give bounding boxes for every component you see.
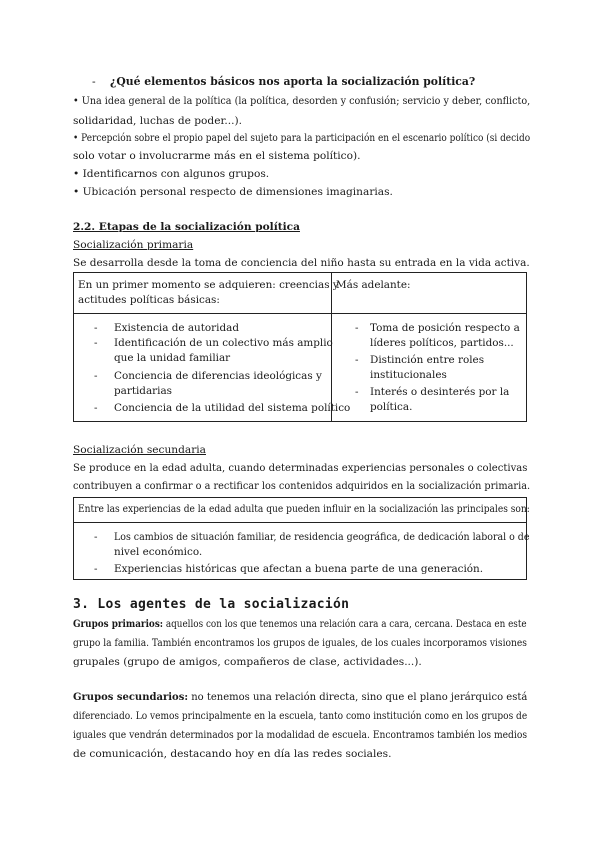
- section-3-heading: 3. Los agentes de la socialización: [73, 597, 350, 612]
- table1-right-item-1-line-2: líderes políticos, partidos...: [370, 337, 514, 349]
- table1-left-dash-4: -: [94, 402, 98, 414]
- table2-item-1-line-2: nivel económico.: [114, 546, 203, 558]
- table1-left-dash-2: -: [94, 337, 98, 349]
- table1-right-item-3-line-1: Interés o desinterés por la: [370, 386, 510, 398]
- secondary-socialization-title: Socialización secundaria: [73, 444, 206, 456]
- table2-item-1-line-1: Los cambios de situación familiar, de residencia geográfica, de dedicación laboral o de: [114, 531, 530, 543]
- table1-left-item-3-line-2: partidarias: [114, 385, 172, 397]
- table1-right-dash-2: -: [355, 354, 359, 366]
- element-1-line-1: • Una idea general de la política (la política, desorden y confusión; servicio y deber, conflicto,: [73, 95, 531, 107]
- table1-left-dash-1: -: [94, 322, 98, 334]
- primary-socialization-intro: Se desarrolla desde la toma de conciencia del niño hasta su entrada en la vida activa.: [73, 257, 530, 269]
- element-1-line-2: solidaridad, luchas de poder...).: [73, 115, 242, 127]
- secundarios-label: Grupos secundarios:: [73, 691, 189, 703]
- table1-left-item-2-line-2: que la unidad familiar: [114, 352, 231, 364]
- table2-item-2: Experiencias históricas que afectan a buena parte de una generación.: [114, 563, 484, 575]
- table1-right-dash-3: -: [355, 386, 359, 398]
- table1-header-divider: [73, 313, 527, 314]
- question-heading: ¿Qué elementos básicos nos aporta la socialización política?: [110, 75, 476, 88]
- primarios-line-1: [73, 617, 527, 631]
- question-dash: -: [92, 75, 96, 88]
- table1-right-dash-1: -: [355, 322, 359, 334]
- primarios-label: Grupos primarios:: [73, 618, 164, 630]
- table1-right-item-1-line-1: Toma de posición respecto a: [370, 322, 520, 334]
- secundarios-line-4: de comunicación, destacando hoy en día las redes sociales.: [73, 748, 392, 760]
- secundarios-line-3: iguales que vendrán determinados por la modalidad de escuela. Encontramos también los medios: [73, 729, 528, 741]
- secundarios-line-1: [73, 690, 527, 704]
- section-2-2-heading: 2.2. Etapas de la socialización política: [73, 221, 300, 233]
- table1-left-header-line-1: En un primer momento se adquieren: creencias y: [78, 279, 339, 291]
- table1-left-header-line-2: actitudes políticas básicas:: [78, 294, 220, 306]
- table2-header-divider: [73, 522, 527, 523]
- secundarios-line-1-text: no tenemos una relación directa, sino que el plano jerárquico está: [188, 691, 528, 703]
- table1-right-item-2-line-2: institucionales: [370, 369, 447, 381]
- element-4: • Ubicación personal respecto de dimensiones imaginarias.: [73, 186, 393, 198]
- table1-left-item-1: Existencia de autoridad: [114, 322, 239, 334]
- secondary-socialization-line-1: Se produce en la edad adulta, cuando determinadas experiencias personales o colectivas: [73, 462, 528, 474]
- element-3: • Identificarnos con algunos grupos.: [73, 168, 270, 180]
- table1-right-item-2-line-1: Distinción entre roles: [370, 354, 485, 366]
- table1-left-item-2-line-1: Identificación de un colectivo más amplio: [114, 337, 333, 349]
- secondary-socialization-line-2: contribuyen a confirmar o a rectificar los contenidos adquiridos en la socialización primaria.: [73, 480, 531, 492]
- primarios-line-3: grupales (grupo de amigos, compañeros de clase, actividades...).: [73, 656, 422, 668]
- primarios-line-1-text: aquellos con los que tenemos una relación cara a cara, cercana. Destaca en este: [163, 618, 527, 630]
- table2-dash-2: -: [94, 563, 98, 575]
- table2-header: Entre las experiencias de la edad adulta que pueden influir en la socialización las principales son:: [78, 503, 530, 515]
- primary-socialization-title: Socialización primaria: [73, 239, 194, 251]
- table1-right-item-3-line-2: política.: [370, 401, 413, 413]
- primarios-line-2: grupo la familia. También encontramos los grupos de iguales, de los cuales incorporamos visiones: [73, 637, 527, 649]
- element-2-line-1: • Percepción sobre el propio papel del sujeto para la participación en el escenario político (si decido: [73, 132, 531, 144]
- table1-left-dash-3: -: [94, 370, 98, 382]
- secundarios-line-2: diferenciado. Lo vemos principalmente en la escuela, tanto como institución como en los grupos de: [73, 710, 528, 722]
- table1-right-header: Más adelante:: [336, 279, 411, 291]
- table2-dash-1: -: [94, 531, 98, 543]
- table1-left-item-4: Conciencia de la utilidad del sistema político: [114, 402, 351, 414]
- table1-left-item-3-line-1: Conciencia de diferencias ideológicas y: [114, 370, 322, 382]
- element-2-line-2: solo votar o involucrarme más en el sistema político).: [73, 150, 361, 162]
